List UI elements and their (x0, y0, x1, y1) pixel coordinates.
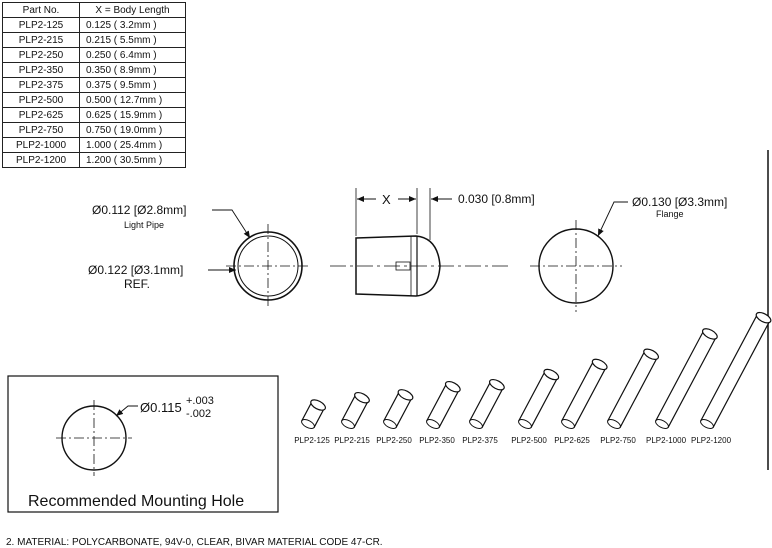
ref-dim-text: Ø0.122 [Ø3.1mm] (88, 263, 184, 277)
hole-tol-plus: +.003 (186, 395, 214, 407)
part-number-cell: PLP2-375 (3, 78, 80, 93)
leader-light-pipe (212, 210, 250, 238)
hole-tol-minus: -.002 (186, 408, 212, 420)
part-number-cell: PLP2-250 (3, 48, 80, 63)
part-number-cell: PLP2-350 (3, 63, 80, 78)
lineup-part (334, 390, 371, 445)
body-length-cell: 1.000 ( 25.4mm ) (80, 138, 186, 153)
flange-dim-text: Ø0.130 [Ø3.3mm] (632, 195, 728, 209)
lineup-part-label: PLP2-215 (334, 436, 370, 445)
material-note: 2. MATERIAL: POLYCARBONATE, 94V-0, CLEAR, BIVAR MATERIAL CODE 47-CR. (6, 537, 383, 548)
lineup-part-label: PLP2-1200 (690, 436, 732, 445)
lineup-part-label: PLP2-350 (419, 436, 455, 445)
body-length-cell: 0.250 ( 6.4mm ) (80, 48, 186, 63)
rear-view (530, 195, 727, 312)
lineup-part-body (608, 351, 657, 427)
lineup-part-label: PLP2-625 (554, 436, 590, 445)
light-pipe-dim-text: Ø0.112 [Ø2.8mm] (92, 203, 187, 217)
leader-flange (598, 202, 628, 236)
body-length-cell: 0.125 ( 3.2mm ) (80, 18, 186, 33)
part-lineup (294, 310, 772, 445)
body-length-cell: 0.500 ( 12.7mm ) (80, 93, 186, 108)
lineup-part-body (562, 361, 606, 427)
lineup-part-label: PLP2-375 (462, 436, 498, 445)
part-number-cell: PLP2-1200 (3, 153, 80, 168)
body-length-cell: 0.750 ( 19.0mm ) (80, 123, 186, 138)
leader-hole (116, 406, 138, 416)
hole-dim-text: Ø0.115 (140, 400, 182, 415)
body-length-cell: 0.375 ( 9.5mm ) (80, 78, 186, 93)
part-number-cell: PLP2-215 (3, 33, 80, 48)
header-part-no: Part No. (3, 3, 80, 18)
body-length-cell: 0.625 ( 15.9mm ) (80, 108, 186, 123)
front-view (88, 203, 310, 308)
header-body-length: X = Body Length (80, 3, 186, 18)
lineup-part-label: PLP2-750 (600, 436, 636, 445)
ref-label: REF. (124, 277, 151, 291)
lineup-part (511, 367, 560, 445)
part-number-cell: PLP2-1000 (3, 138, 80, 153)
lineup-part (554, 357, 608, 445)
lineup-part-label: PLP2-500 (511, 436, 547, 445)
part-number-cell: PLP2-750 (3, 123, 80, 138)
light-pipe-label: Light Pipe (124, 220, 165, 230)
part-number-cell: PLP2-500 (3, 93, 80, 108)
mounting-hole-title: Recommended Mounting Hole (28, 493, 245, 510)
mounting-hole-frame (8, 376, 278, 512)
lineup-part-label: PLP2-250 (376, 436, 412, 445)
body-length-cell: 0.350 ( 8.9mm ) (80, 63, 186, 78)
flange-thickness-text: 0.030 [0.8mm] (458, 192, 535, 206)
lineup-part (376, 388, 414, 445)
body-length-cell: 0.215 ( 5.5mm ) (80, 33, 186, 48)
part-number-cell: PLP2-625 (3, 108, 80, 123)
lineup-part (294, 398, 330, 445)
mounting-hole-box (8, 376, 278, 512)
body-length-cell: 1.200 ( 30.5mm ) (80, 153, 186, 168)
lineup-part (600, 347, 660, 445)
lineup-part-label: PLP2-125 (294, 436, 330, 445)
x-dim-label: X (382, 192, 391, 207)
flange-label: Flange (656, 209, 684, 219)
lineup-part-label: PLP2-1000 (645, 436, 687, 445)
lineup-part (419, 379, 462, 445)
side-view (330, 188, 535, 296)
part-number-cell: PLP2-125 (3, 18, 80, 33)
lineup-part (462, 377, 506, 445)
